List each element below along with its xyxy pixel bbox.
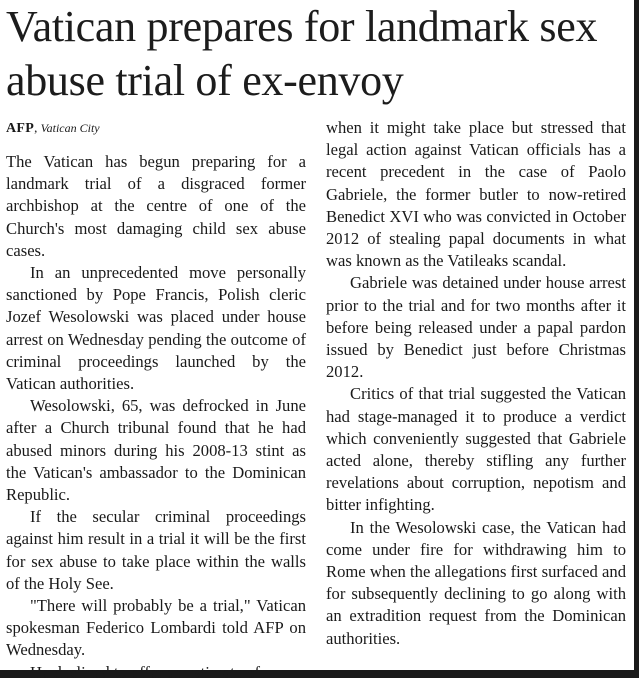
paragraph: In an unprecedented move personally sanctioned by Pope Francis, Polish cleric Jozef Wesolowski was placed under house arrest on Wednesday pending the outcome of criminal proceedings launched by the Vatican authorities. [6,263,306,394]
paragraph: If the secular criminal proceedings against him result in a trial it will be the first for sex abuse to take place within the walls of the Holy See. [6,507,306,593]
byline-location: Vatican City [40,121,100,135]
paragraph: Critics of that trial suggested the Vatican had stage-managed it to produce a verdict which conveniently suggested that Gabriele acted alone, thereby stifling any further revelations about corruption, nepotism and bitter infighting. [326,384,626,515]
paragraph: In the Wesolowski case, the Vatican had come under fire for withdrawing him to Rome when the allegations first surfaced and for subsequently declining to go along with an extradition request from the Dominican authorities. [326,517,626,648]
byline-agency: AFP [6,121,35,136]
paragraph: Gabriele was detained under house arrest prior to the trial and for two months after it before being released under a papal pardon issued by Benedict just before Christmas 2012. [326,273,626,382]
paragraph: The Vatican has begun preparing for a landmark trial of a disgraced former archbishop at the centre of one of the Church's most damaging child sex abuse cases. [6,152,306,260]
article-column-1 [6,151,306,684]
paragraph: when it might take place but stressed that legal action against Vatican officials has a recent precedent in the case of Paolo Gabriele, the former butler to now-retired Benedict XVI who was convicted in October 2012 of stealing papal documents in what was known as the Vatileaks scandal. [326,118,626,271]
paragraph: He declined to offer an estimate of [30,662,261,682]
article-column-2 [326,117,626,650]
byline-separator: , [34,120,38,135]
paragraph: "There will probably be a trial," Vatican spokesman Federico Lombardi told AFP on Wednesday. [6,596,306,660]
paragraph: Wesolowski, 65, was defrocked in June after a Church tribunal found that he had abused minors during his 2008-13 stint as the Vatican's ambassador to the Dominican Republic. [6,396,306,505]
byline [6,119,100,138]
headline: Vatican prepares for landmark sex abuse trial of ex-envoy [6,2,598,105]
